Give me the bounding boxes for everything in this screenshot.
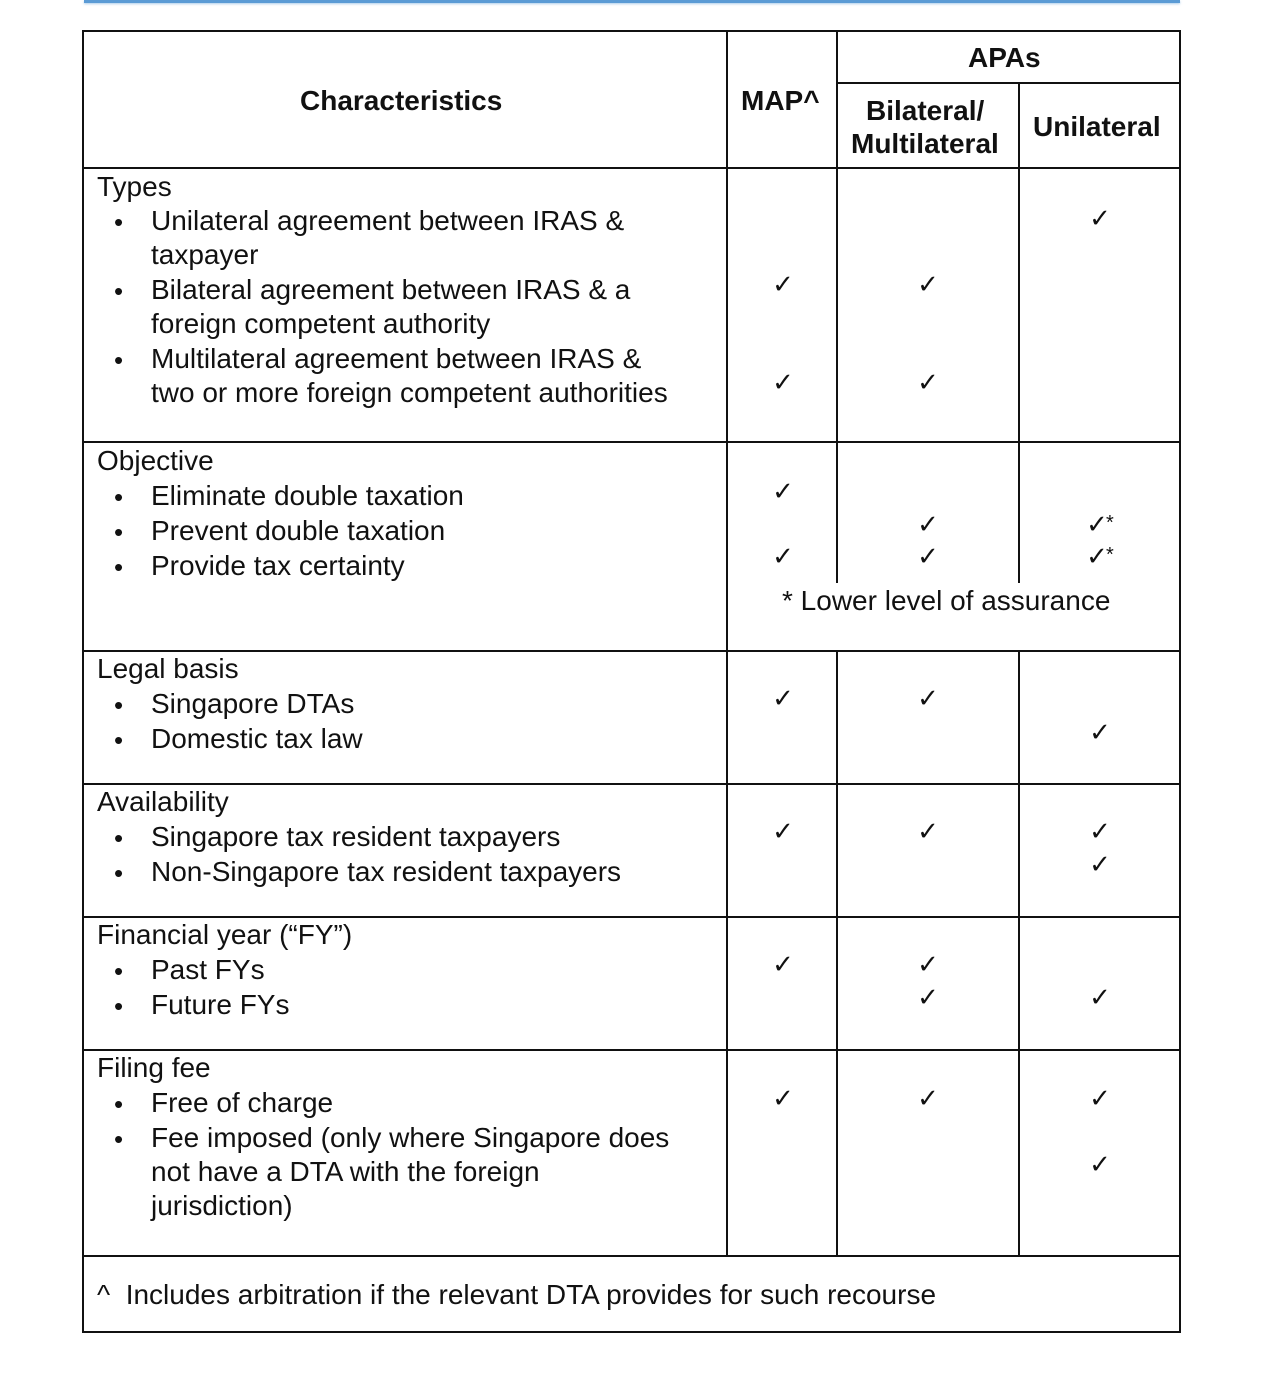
asterisk-mark: * — [1106, 544, 1114, 566]
table-border-right — [1179, 30, 1181, 1333]
check-icon: ✓ — [1089, 717, 1111, 747]
table-footnote: ^ Includes arbitration if the relevant DTA provides for such recourse — [97, 1279, 937, 1310]
fee-item-1: Free of charge — [151, 1087, 334, 1118]
types-item-3-line2: two or more foreign competent authorities — [151, 377, 668, 408]
section-title-objective: Objective — [97, 445, 214, 476]
header-bilateral-line1: Bilateral/ — [866, 95, 985, 126]
objective-item-2: Prevent double taxation — [151, 515, 446, 546]
check-icon: ✓ — [772, 949, 794, 979]
comparison-table — [82, 30, 1181, 1333]
legal-item-1: Singapore DTAs — [151, 688, 355, 719]
bullet: • — [114, 1089, 124, 1119]
section-title-legal-basis: Legal basis — [97, 653, 239, 684]
check-icon: ✓ — [772, 367, 794, 397]
unilateral-column-line-lower — [1018, 650, 1020, 1257]
bullet: • — [114, 276, 124, 306]
header-apas: APAs — [968, 42, 1041, 73]
legal-item-2: Domestic tax law — [151, 723, 363, 754]
section-title-types: Types — [97, 171, 172, 202]
table-border-left — [82, 30, 84, 1333]
header-characteristics: Characteristics — [300, 85, 503, 116]
check-icon: ✓ — [772, 683, 794, 713]
availability-item-2: Non-Singapore tax resident taxpayers — [151, 856, 622, 887]
types-item-2-line2: foreign competent authority — [151, 308, 491, 339]
fy-item-2: Future FYs — [151, 989, 290, 1020]
objective-item-1: Eliminate double taxation — [151, 480, 464, 511]
check-icon: ✓ — [917, 367, 939, 397]
bullet: • — [114, 482, 124, 512]
apas-divider — [836, 82, 1181, 84]
check-icon: ✓ — [917, 1083, 939, 1113]
fy-bottom-line — [82, 1049, 1181, 1051]
check-icon: ✓ — [1089, 982, 1111, 1012]
check-icon: ✓ — [1089, 849, 1111, 879]
fee-item-2-line1: Fee imposed (only where Singapore does — [151, 1122, 670, 1153]
bullet: • — [114, 823, 124, 853]
check-icon: ✓ — [917, 816, 939, 846]
types-item-3-line1: Multilateral agreement between IRAS & — [151, 343, 642, 374]
check-icon: ✓ — [917, 541, 939, 571]
check-icon: ✓ — [917, 269, 939, 299]
table-border-bottom — [82, 1331, 1181, 1333]
header-map: MAP^ — [741, 85, 820, 116]
check-icon: ✓ — [1086, 541, 1108, 571]
bullet: • — [114, 345, 124, 375]
bilateral-column-line-upper — [836, 30, 838, 583]
header-unilateral: Unilateral — [1033, 111, 1161, 142]
header-bilateral-line2: Multilateral — [851, 128, 999, 159]
check-icon: ✓ — [917, 683, 939, 713]
objective-bottom-line — [82, 650, 1181, 652]
section-title-availability: Availability — [97, 786, 229, 817]
bullet: • — [114, 991, 124, 1021]
bullet: • — [114, 858, 124, 888]
bilateral-column-line-lower — [836, 650, 838, 1257]
check-icon: ✓ — [917, 982, 939, 1012]
types-item-1-line1: Unilateral agreement between IRAS & — [151, 205, 625, 236]
check-icon: ✓ — [1089, 816, 1111, 846]
fee-item-2-line3: jurisdiction) — [151, 1190, 293, 1221]
check-icon: ✓ — [1089, 1083, 1111, 1113]
bullet: • — [114, 207, 124, 237]
check-icon: ✓ — [1086, 509, 1108, 539]
check-icon: ✓ — [772, 476, 794, 506]
bullet: • — [114, 552, 124, 582]
fee-item-2-line2: not have a DTA with the foreign — [151, 1156, 540, 1187]
legal-bottom-line — [82, 783, 1181, 785]
asterisk-mark: * — [1106, 512, 1114, 534]
section-title-financial-year: Financial year (“FY”) — [97, 919, 353, 950]
table-border-top — [82, 30, 1181, 32]
fee-bottom-line — [82, 1255, 1181, 1257]
bullet: • — [114, 517, 124, 547]
types-item-2-line1: Bilateral agreement between IRAS & a — [151, 274, 631, 305]
bullet: • — [114, 725, 124, 755]
check-icon: ✓ — [1089, 203, 1111, 233]
top-accent-bar — [84, 0, 1180, 3]
bullet: • — [114, 690, 124, 720]
section-title-filing-fee: Filing fee — [97, 1052, 211, 1083]
check-icon: ✓ — [772, 269, 794, 299]
availability-item-1: Singapore tax resident taxpayers — [151, 821, 561, 852]
unilateral-column-line-upper — [1018, 82, 1020, 583]
check-icon: ✓ — [917, 509, 939, 539]
types-bottom-line — [82, 441, 1181, 443]
check-icon: ✓ — [1089, 1149, 1111, 1179]
check-icon: ✓ — [772, 816, 794, 846]
types-item-1-line2: taxpayer — [151, 239, 259, 270]
objective-item-3: Provide tax certainty — [151, 550, 405, 581]
header-bottom-line — [82, 167, 1181, 169]
check-icon: ✓ — [772, 541, 794, 571]
assurance-note: * Lower level of assurance — [782, 585, 1111, 616]
check-icon: ✓ — [772, 1083, 794, 1113]
fy-item-1: Past FYs — [151, 954, 265, 985]
bullet: • — [114, 1124, 124, 1154]
check-icon: ✓ — [917, 949, 939, 979]
bullet: • — [114, 956, 124, 986]
map-column-line — [726, 30, 728, 1257]
